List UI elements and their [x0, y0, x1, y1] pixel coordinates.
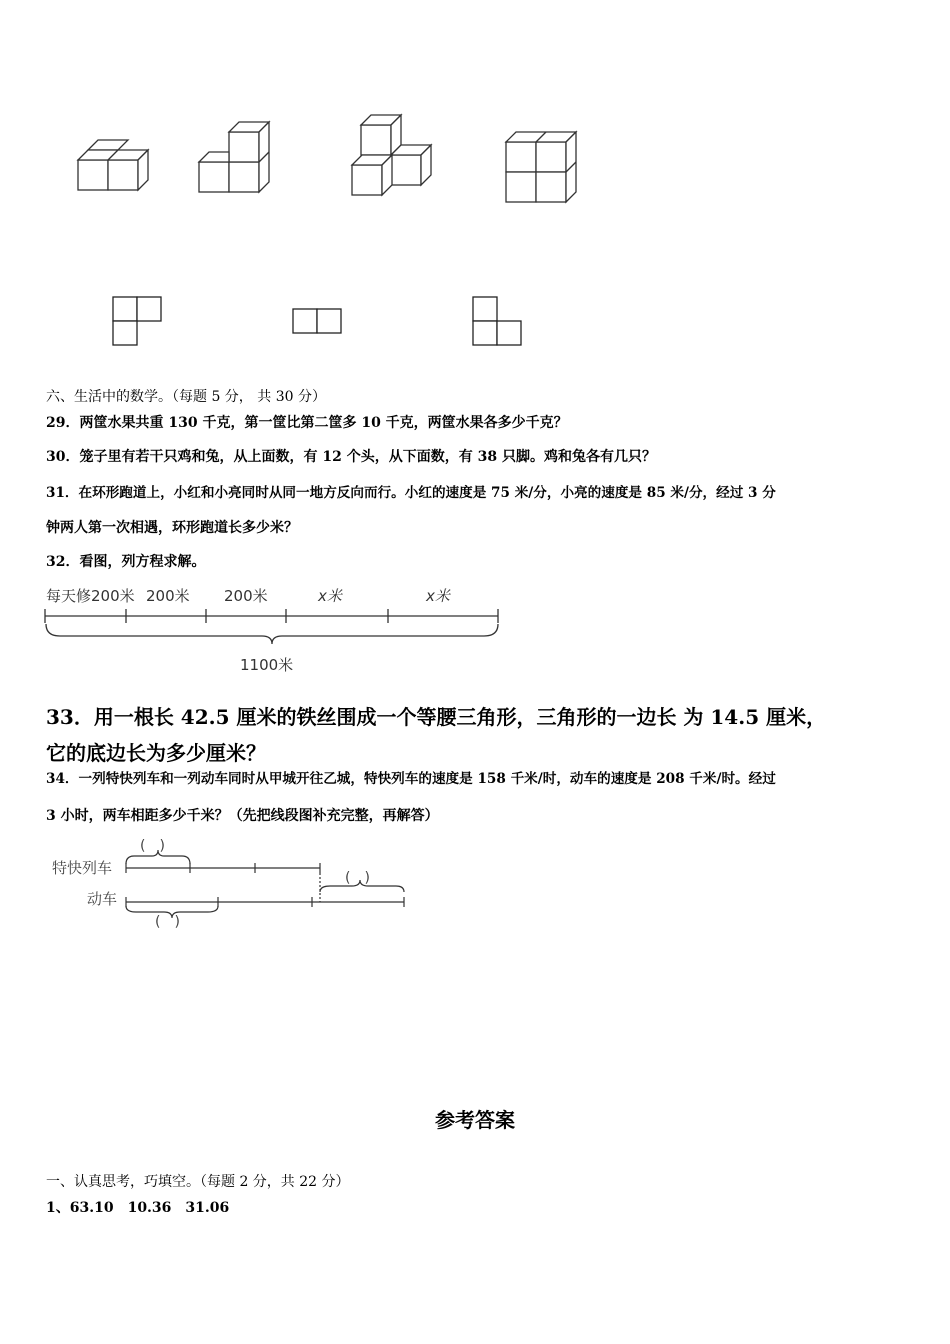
cube-figure-1: [78, 140, 148, 190]
question-31-line-2: 钟两人第一次相遇，环形跑道长多少米？: [46, 520, 298, 536]
diagram34-train1-label: 特快列车: [52, 859, 113, 877]
cube-figure-2: [199, 122, 269, 192]
question-34-line-2: 3 小时，两车相距多少千米？（先把线段图补充完整，再解答）: [46, 808, 439, 824]
cube-figures: [0, 0, 950, 360]
cube-figure-3: [352, 115, 431, 195]
answers-title: 参考答案: [435, 1108, 515, 1132]
diagram34-blank-top[interactable]: ( ): [140, 838, 165, 854]
diagram32-brace: [46, 624, 498, 644]
question-29: 29．两筐水果共重 130 千克，第一筐比第二筐多 10 千克，两筐水果各多少千克？: [46, 415, 568, 431]
diagram32-total-label: 1100米: [240, 656, 294, 674]
question-33-line-2: 它的底边长为多少厘米？: [46, 741, 266, 765]
diagram-34: [40, 830, 420, 940]
view-shape-3: [473, 297, 521, 345]
diagram34-train2-label: 动车: [87, 890, 118, 908]
section-6-heading: 六、生活中的数学。（每题 5 分， 共 30 分）: [46, 389, 326, 405]
diagram34-top-brace: [126, 850, 190, 864]
diagram32-seg2-label: 200米: [146, 587, 190, 605]
question-30: 30．笼子里有若干只鸡和兔，从上面数，有 12 个头，从下面数，有 38 只脚。鸡和兔各有几只？: [46, 449, 656, 465]
answer-1: 1、63.10 10.36 31.06: [46, 1200, 230, 1216]
diagram34-bottom-brace: [126, 906, 218, 918]
diagram34-blank-right[interactable]: ( ): [345, 870, 370, 886]
view-shape-2: [293, 309, 341, 333]
diagram34-blank-bottom[interactable]: ( ): [155, 914, 180, 930]
question-32: 32．看图，列方程求解。: [46, 554, 206, 570]
diagram-32: [40, 578, 510, 678]
diagram32-seg1-label: 每天修200米: [46, 587, 135, 605]
diagram32-seg4-label: x米: [318, 587, 342, 605]
question-33-line-1: 33．用一根长 42.5 厘米的铁丝围成一个等腰三角形，三角形的一边长 为 14.5 厘米，: [46, 705, 827, 729]
diagram32-seg3-label: 200米: [224, 587, 268, 605]
question-34-line-1: 34．一列特快列车和一列动车同时从甲城开往乙城，特快列车的速度是 158 千米/时，动车的速度是 208 千米/时。经过: [46, 771, 776, 787]
question-31-line-1: 31．在环形跑道上，小红和小亮同时从同一地方反向而行。小红的速度是 75 米/分，小亮的速度是 85 米/分，经过 3 分: [46, 485, 776, 501]
view-shape-1: [113, 297, 161, 345]
answers-section-1-heading: 一、认真思考，巧填空。（每题 2 分，共 22 分）: [46, 1174, 350, 1190]
cube-figure-4: [506, 132, 576, 202]
diagram32-seg5-label: x米: [426, 587, 450, 605]
